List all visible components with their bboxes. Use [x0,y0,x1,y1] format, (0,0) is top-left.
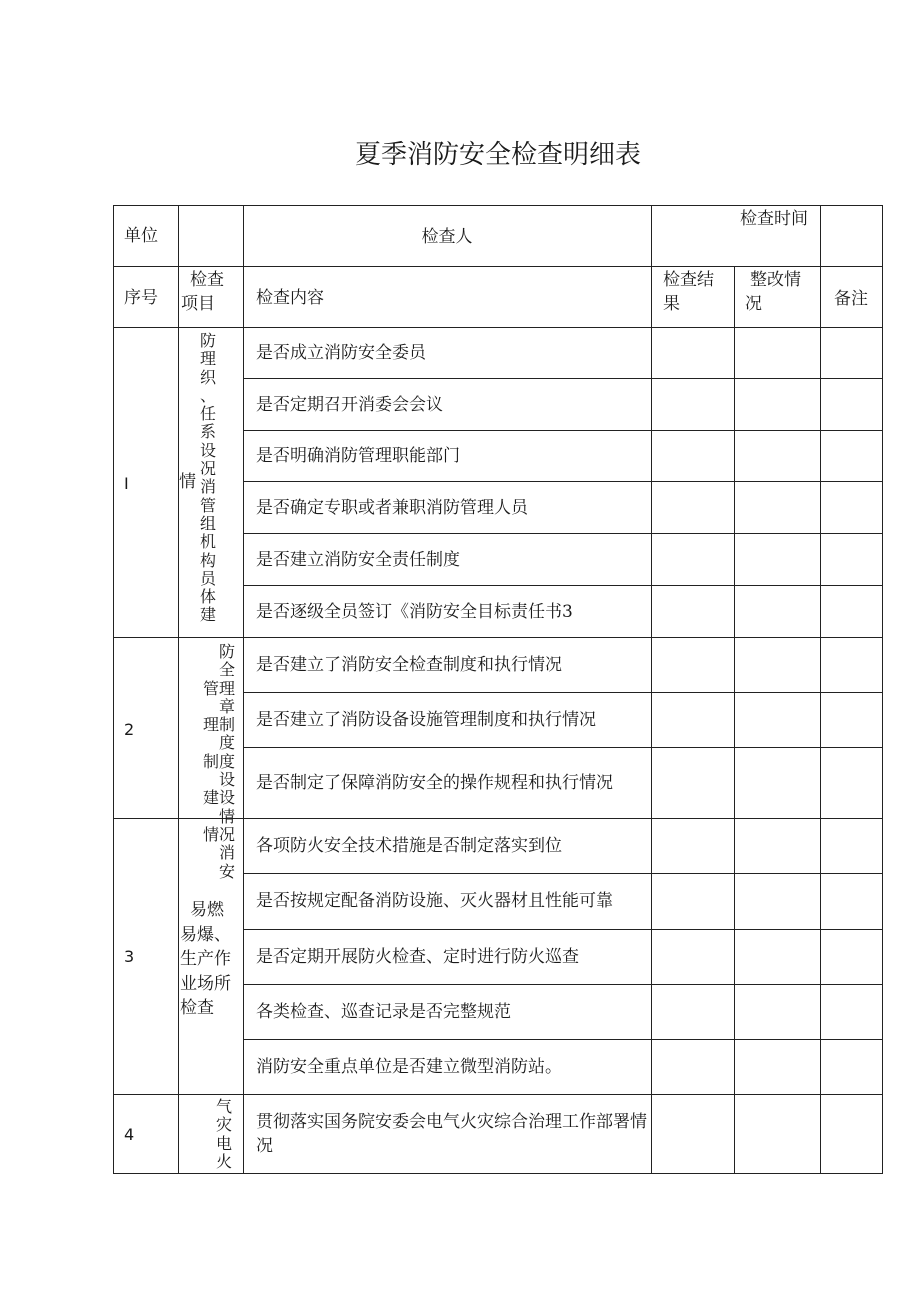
rectify-label-line1: 整改情 [750,270,801,290]
rectify-label-line2: 况 [745,294,762,314]
result-label-line2: 果 [663,294,680,314]
group1-item-text: 防 理 织 、 任 系 设 况 消 管 组 机 构 员 体 建 [199,331,216,625]
unit-label: 单位 [124,226,158,246]
table-row: 贯彻落实国务院安委会电气火灾综合治理工作部署情况 [256,1112,647,1156]
group2-serial: 2 [124,720,135,739]
group3-serial: 3 [124,947,135,966]
table-row: 是否建立消防安全责任制度 [256,550,460,570]
result-label-line1: 检查结 [663,270,714,290]
inspection-time-label: 检查时间 [740,209,808,229]
table-row: 是否定期召开消委会会议 [256,395,443,415]
item-label-line1: 检查 [190,270,224,290]
table-row: 是否定期开展防火检查、定时进行防火巡查 [256,947,579,967]
group4-serial: 4 [124,1125,135,1144]
table-row: 是否确定专职或者兼职消防管理人员 [256,498,528,518]
group4-item-text: 气 灾 电 火 [215,1097,232,1171]
table-row: 各类检查、巡查记录是否完整规范 [256,1002,511,1022]
serial-label: 序号 [124,288,158,308]
table-row: 是否建立了消防安全检查制度和执行情况 [256,655,562,675]
table-row: 是否制定了保障消防安全的操作规程和执行情况 [256,773,613,793]
table-row: 是否建立了消防设备设施管理制度和执行情况 [256,710,596,730]
item-label-line2: 项目 [181,294,215,314]
table-row: 消防安全重点单位是否建立微型消防站。 [256,1057,562,1077]
content-label: 检查内容 [256,288,324,308]
table-row: 是否成立消防安全委员 [256,343,426,363]
table-row: 是否明确消防管理职能部门 [256,446,460,466]
table-row: 各项防火安全技术措施是否制定落实到位 [256,836,562,856]
group1-item-prefix: 情 [179,472,196,492]
table-row: 是否逐级全员签订《消防安全目标责任书3 [256,602,573,622]
group1-serial: I [124,474,129,493]
table-row: 是否按规定配备消防设施、灭火器材且性能可靠 [256,891,613,911]
page-title: 夏季消防安全检查明细表 [354,140,641,170]
remark-label: 备注 [834,289,868,309]
inspector-label: 检查人 [421,227,473,247]
group2-item-text: 防 全 管理章 理制度 制度设 建设情 情况消 安 [202,642,235,881]
group3-item-text: 易燃 易爆、 生产作 业场所 检查 [180,900,231,1018]
